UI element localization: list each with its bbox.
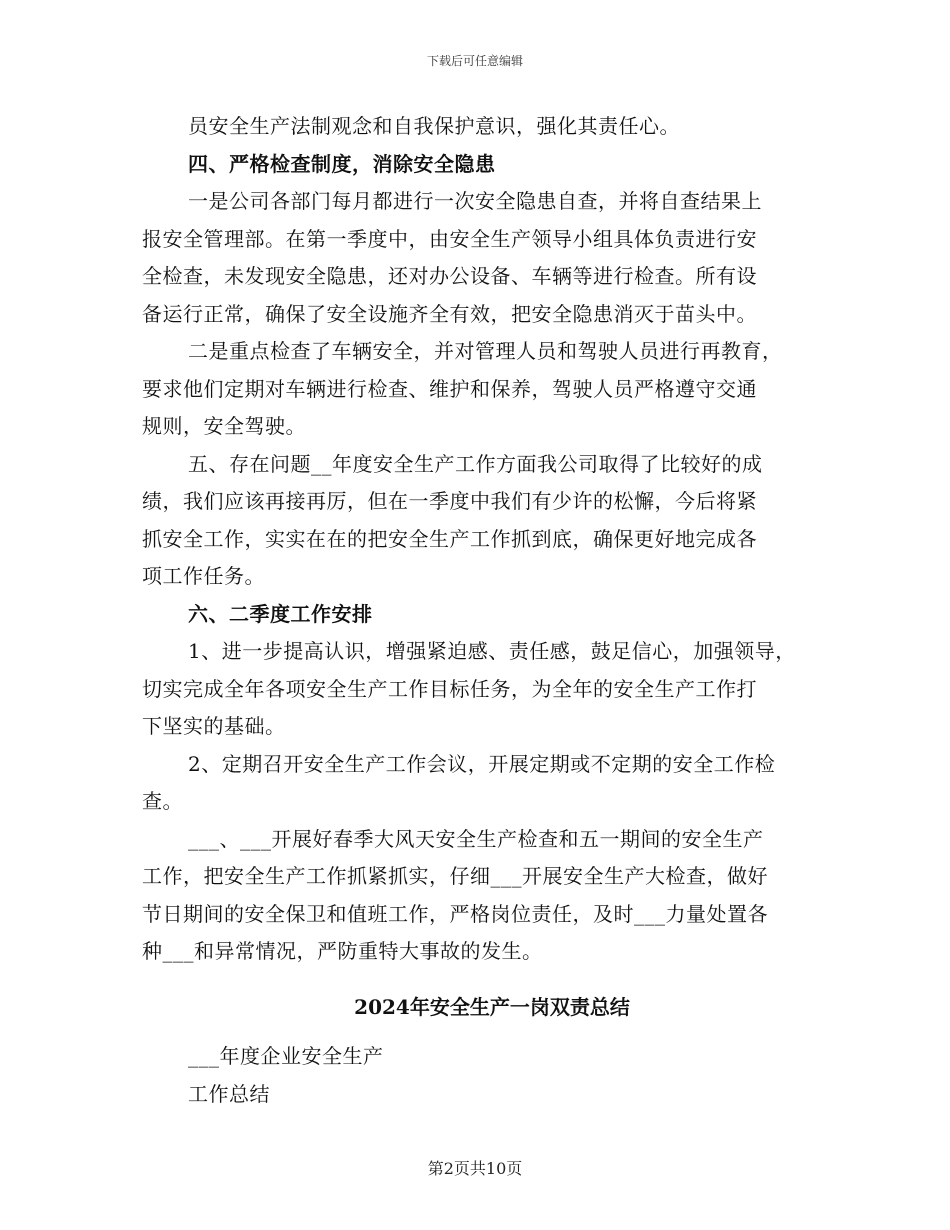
paragraph-line: ___年度企业安全生产 (188, 1044, 384, 1068)
paragraph-line: 要求他们定期对车辆进行检查、维护和保养，驾驶人员严格遵守交通 (142, 376, 757, 401)
paragraph-line: 绩，我们应该再接再厉，但在一季度中我们有少许的松懈，今后将紧 (142, 489, 757, 513)
section-heading-6: 六、二季度工作安排 (188, 601, 373, 626)
paragraph-line: 节日期间的安全保卫和值班工作，严格岗位责任，及时___力量处置各 (142, 901, 768, 926)
paragraph-line: 抓安全工作，实实在在的把安全生产工作抓到底，确保更好地完成各 (142, 526, 757, 551)
paragraph-line: 下坚实的基础。 (142, 714, 286, 738)
paragraph-line: 规则，安全驾驶。 (142, 414, 306, 438)
page-header-note: 下载后可任意编辑 (426, 54, 523, 68)
document-title: 2024年安全生产一岗双责总结 (354, 994, 630, 1019)
paragraph-line: 全检查，未发现安全隐患，还对办公设备、车辆等进行检查。所有设 (142, 264, 757, 288)
paragraph-line: ___、___开展好春季大风天安全生产检查和五一期间的安全生产 (188, 826, 764, 851)
paragraph-line: 切实完成全年各项安全生产工作目标任务，为全年的安全生产工作打 (142, 676, 757, 701)
paragraph-line: 2、定期召开安全生产工作会议，开展定期或不定期的安全工作检 (188, 751, 776, 776)
section-heading-4: 四、严格检查制度，消除安全隐患 (188, 151, 496, 176)
paragraph-line: 员安全生产法制观念和自我保护意识，强化其责任心。 (188, 114, 680, 138)
paragraph-line: 工作总结 (188, 1081, 270, 1106)
paragraph-line: 二是重点检查了车辆安全，并对管理人员和驾驶人员进行再教育， (188, 339, 783, 363)
paragraph-line: 五、存在问题__年度安全生产工作方面我公司取得了比较好的成 (188, 451, 763, 476)
paragraph-line: 查。 (142, 789, 183, 813)
paragraph-line: 项工作任务。 (142, 564, 265, 588)
page-number: 第2页共10页 (427, 1159, 523, 1178)
paragraph-line: 1、进一步提高认识，增强紧迫感、责任感，鼓足信心，加强领导， (188, 639, 796, 663)
paragraph-line: 备运行正常，确保了安全设施齐全有效，把安全隐患消灭于苗头中。 (142, 301, 757, 326)
paragraph-line: 种___和异常情况，严防重特大事故的发生。 (142, 939, 543, 963)
paragraph-line: 一是公司各部门每月都进行一次安全隐患自查，并将自查结果上 (188, 189, 762, 213)
paragraph-line: 报安全管理部。在第一季度中，由安全生产领导小组具体负责进行安 (142, 226, 757, 251)
document-body (142, 108, 822, 1113)
paragraph-line: 工作，把安全生产工作抓紧抓实，仔细___开展安全生产大检查，做好 (142, 864, 768, 888)
